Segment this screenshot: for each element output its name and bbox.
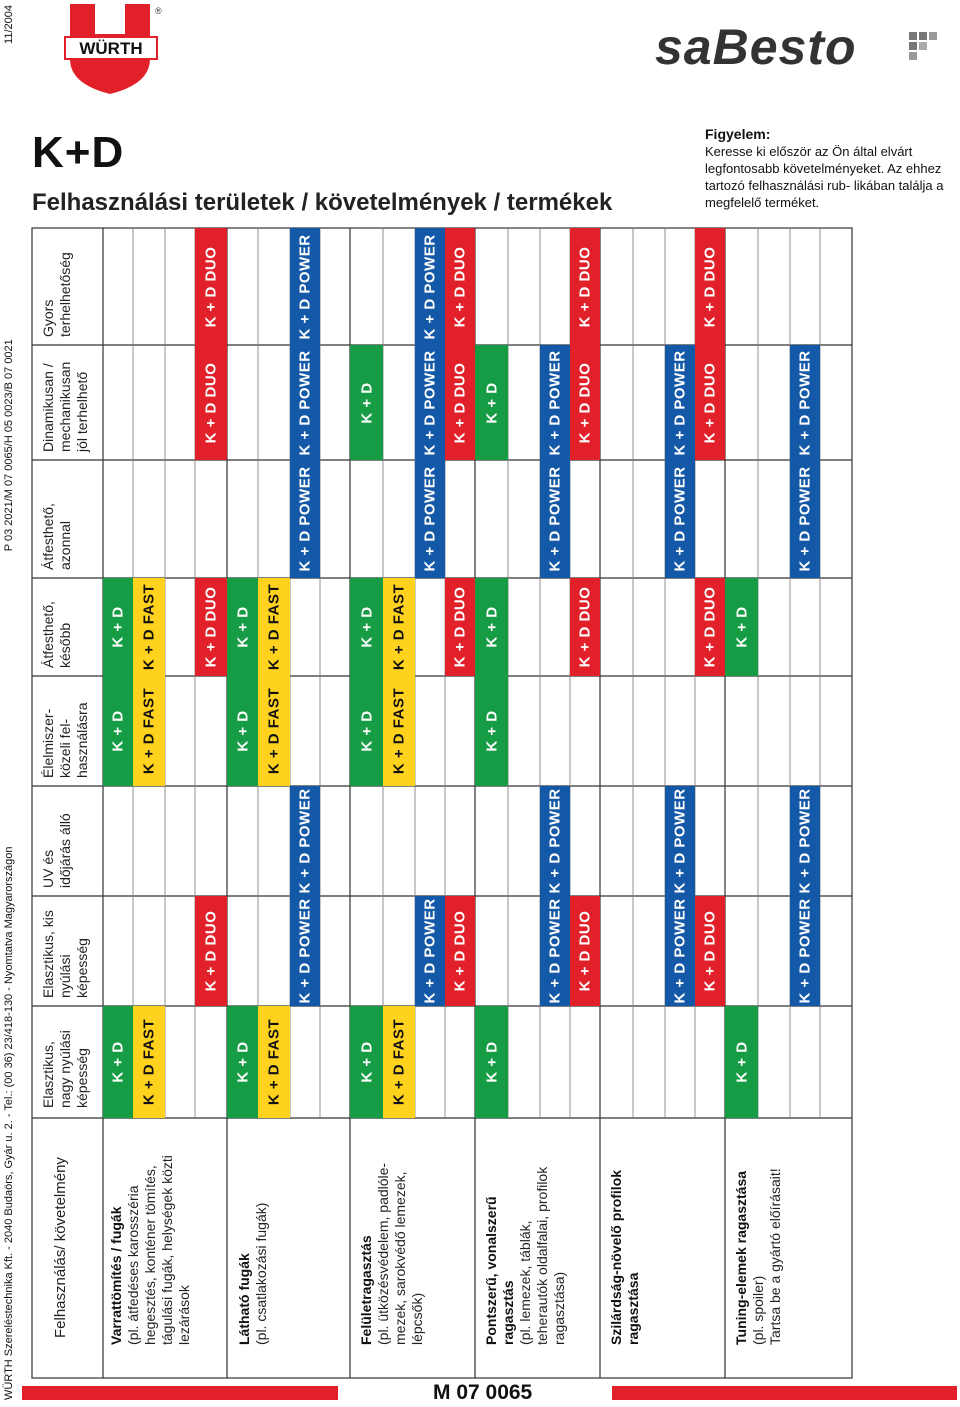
product-cell-kd-power: K + D POWER xyxy=(790,345,820,460)
sabesto-logo-text: saBesto xyxy=(655,19,857,75)
product-cell-kd-fast: K + D FAST xyxy=(258,578,290,676)
product-cell-kd: K + D xyxy=(103,578,133,676)
product-cell-kd-power: K + D POWER xyxy=(540,460,570,578)
product-cell-kd: K + D xyxy=(350,676,383,786)
product-cell-kd: K + D xyxy=(227,578,258,676)
col-header-paint-later: Átfesthető, később xyxy=(40,601,73,668)
col-header-paint-now: Átfesthető, azonnal xyxy=(40,503,73,570)
product-cell-kd: K + D xyxy=(350,1006,383,1118)
product-cell-kd-fast: K + D FAST xyxy=(258,1006,290,1118)
product-cell-kd: K + D xyxy=(227,676,258,786)
product-cell-kd-duo: K + D DUO xyxy=(570,228,600,345)
product-cell-kd-power: K + D POWER xyxy=(665,786,695,896)
imprint-date: 11/2004 xyxy=(3,5,15,44)
product-cell-kd: K + D xyxy=(227,1006,258,1118)
product-cell-kd: K + D xyxy=(475,1006,508,1118)
col-header-food: Élelmiszer- közeli fel- használásra xyxy=(40,702,90,778)
product-cell-kd-duo: K + D DUO xyxy=(445,578,475,676)
product-cell-kd: K + D xyxy=(475,345,508,460)
registered-mark: ® xyxy=(155,6,162,16)
product-cell-kd: K + D xyxy=(350,345,383,460)
product-cell-kd-power: K + D POWER xyxy=(790,786,820,896)
product-cell-kd-power: K + D POWER xyxy=(415,228,445,345)
row-header-visible-joints: Látható fugák (pl. csatlakozási fugák) xyxy=(236,1202,269,1345)
product-cell-kd: K + D xyxy=(725,578,758,676)
page-subtitle: Felhasználási területek / követelmények / termékek xyxy=(32,189,613,216)
row-header-surface-bonding: Felületragasztás (pl. ütközésvédelem, padlóle- mezek, sarokvédő lemezek, lépcsők) xyxy=(358,1162,425,1345)
product-cell-kd-duo: K + D DUO xyxy=(445,345,475,460)
product-cell-kd: K + D xyxy=(103,676,133,786)
product-cell-kd-power: K + D POWER xyxy=(540,896,570,1006)
product-cell-kd-power: K + D POWER xyxy=(790,460,820,578)
product-cell-kd-power: K + D POWER xyxy=(665,345,695,460)
product-cell-kd-fast: K + D FAST xyxy=(383,1006,415,1118)
product-cell-kd-duo: K + D DUO xyxy=(445,896,475,1006)
row-header-point-bonding: Pontszerű, vonalszerű ragasztás (pl. lemezek, táblák, teherautók oldalfalai, profilok ragasztása) xyxy=(483,1166,567,1345)
footer-bar-right xyxy=(612,1386,957,1400)
product-cell-kd-duo: K + D DUO xyxy=(570,578,600,676)
product-cell-kd-duo: K + D DUO xyxy=(195,228,227,345)
product-cell-kd-duo: K + D DUO xyxy=(195,345,227,460)
product-cell-kd-power: K + D POWER xyxy=(415,460,445,578)
product-cell-kd-duo: K + D DUO xyxy=(195,896,227,1006)
imprint-codes: P 03 2021/M 07 0065/H 05 0023/B 07 0021 xyxy=(3,339,15,552)
corner-header: Felhasználás/ követelmény xyxy=(52,1157,69,1338)
product-cell-kd-duo: K + D DUO xyxy=(570,896,600,1006)
footer-bar-left xyxy=(22,1386,338,1400)
product-cell-kd-fast: K + D FAST xyxy=(258,676,290,786)
product-cell-kd-duo: K + D DUO xyxy=(695,228,725,345)
product-cell-kd-power: K + D POWER xyxy=(290,460,320,578)
product-cell-kd-duo: K + D DUO xyxy=(695,578,725,676)
product-cell-kd-power: K + D POWER xyxy=(290,896,320,1006)
product-cell-kd-fast: K + D FAST xyxy=(383,676,415,786)
product-cell-kd-power: K + D POWER xyxy=(665,460,695,578)
product-cell-kd-fast: K + D FAST xyxy=(383,578,415,676)
product-cell-kd: K + D xyxy=(725,1006,758,1118)
col-header-uv: UV és időjárás álló xyxy=(40,813,73,888)
product-cell-kd-power: K + D POWER xyxy=(290,345,320,460)
imprint-company: WÜRTH Szereléstechnika Kft. - 2040 Budaörs, Gyár u. 2. - Tel.: (00 36) 23/418-130 - Nyomtatva Magyarországon xyxy=(3,846,15,1400)
document-code: M 07 0065 xyxy=(433,1381,533,1404)
product-cell-kd: K + D xyxy=(350,578,383,676)
product-cell-kd-fast: K + D FAST xyxy=(133,676,165,786)
product-cell-kd-duo: K + D DUO xyxy=(445,228,475,345)
product-cell-kd-power: K + D POWER xyxy=(290,786,320,896)
product-cell-kd: K + D xyxy=(475,578,508,676)
col-header-elastic-high: Elasztikus, nagy nyúlási képesség xyxy=(40,1030,90,1108)
product-cell-kd-power: K + D POWER xyxy=(415,345,445,460)
col-header-fast-load: Gyors terhelhetőség xyxy=(40,252,73,337)
product-cell-kd: K + D xyxy=(475,676,508,786)
wurth-logo-text: WÜRTH xyxy=(79,39,143,58)
col-header-elastic-low: Elasztikus, kis nyúlási képesség xyxy=(40,910,90,998)
product-cell-kd-duo: K + D DUO xyxy=(570,345,600,460)
page-title: K+D xyxy=(32,128,125,177)
note-body: Keresse ki először az Ön által elvárt legfontosabb követelményeket. Az ehhez tartozó felhasználási rub- likában találja a megfelelő terméket. xyxy=(705,144,944,210)
product-cell-kd-duo: K + D DUO xyxy=(695,896,725,1006)
col-header-dynamic: Dinamikusan / mechanikusan jól terhelhető xyxy=(40,361,90,452)
note-heading: Figyelem: xyxy=(705,126,771,142)
row-header-seams: Varrattömítés / fugák (pl. átfedéses karosszéria hegesztés, konténer tömítés, tágulási fugák, helységek közti lezárások xyxy=(108,1155,192,1345)
product-cell-kd-fast: K + D FAST xyxy=(133,1006,165,1118)
product-cell-kd-power: K + D POWER xyxy=(415,896,445,1006)
product-cell-kd-power: K + D POWER xyxy=(540,786,570,896)
product-cell-kd-power: K + D POWER xyxy=(790,896,820,1006)
product-cell-kd-fast: K + D FAST xyxy=(133,578,165,676)
row-header-tuning: Tuning-elemek ragasztása (pl. spoiler) Tartsa be a gyártó előírásait! xyxy=(733,1168,783,1345)
product-cell-kd-power: K + D POWER xyxy=(290,228,320,345)
row-header-stiffening-profiles: Szilárdság-növelő profilok ragasztása xyxy=(608,1169,641,1345)
product-cell-kd: K + D xyxy=(103,1006,133,1118)
product-cell-kd-duo: K + D DUO xyxy=(195,578,227,676)
product-cell-kd-power: K + D POWER xyxy=(665,896,695,1006)
product-cell-kd-duo: K + D DUO xyxy=(695,345,725,460)
product-cell-kd-power: K + D POWER xyxy=(540,345,570,460)
